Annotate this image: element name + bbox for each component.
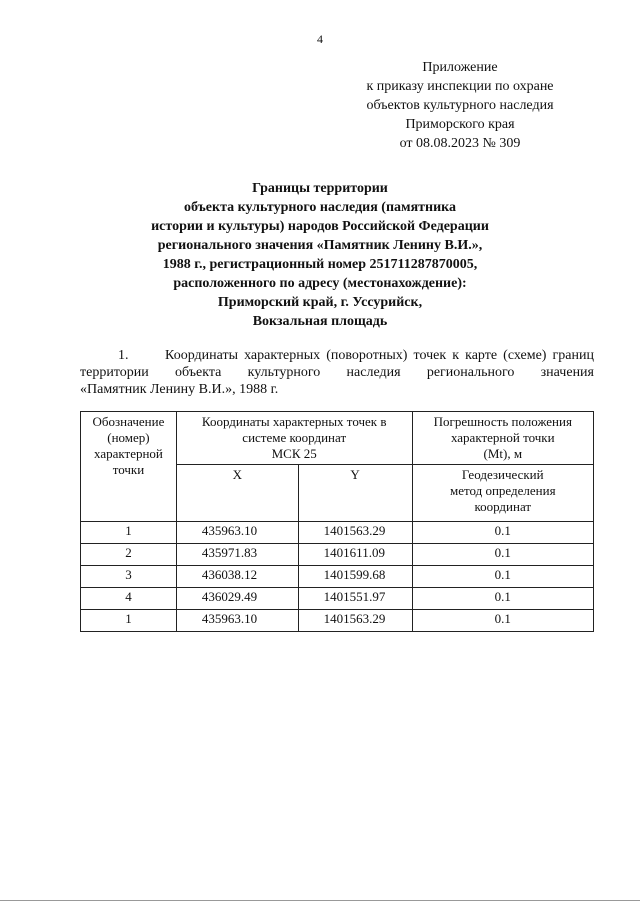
cell-y: 1401563.29 [298, 610, 412, 632]
header-text: системе координат [242, 430, 347, 445]
appendix-line: от 08.08.2023 № 309 [399, 136, 521, 151]
cell-y: 1401599.68 [298, 566, 412, 588]
cell-mt: 0.1 [412, 610, 593, 632]
cell-x: 435971.83 [176, 544, 298, 566]
header-error [412, 412, 593, 465]
appendix-line: объектов культурного наследия [366, 98, 554, 113]
title-line: 1988 г., регистрационный номер 251711287870005, [162, 257, 478, 272]
appendix-block [340, 58, 580, 153]
paragraph-line: «Памятник Ленину В.И.», 1988 г. [80, 382, 279, 397]
cell-y: 1401611.09 [298, 544, 412, 566]
header-text: характерной [94, 446, 163, 461]
cell-x: 435963.10 [176, 610, 298, 632]
header-y: Y [298, 465, 412, 522]
page-bottom-edge [0, 900, 640, 901]
appendix-line: Приложение [422, 60, 498, 75]
header-text: точки [112, 462, 145, 477]
title-line: истории и культуры) народов Российской Федерации [151, 219, 489, 234]
cell-point: 1 [81, 610, 177, 632]
appendix-line: к приказу инспекции по охране [366, 79, 554, 94]
cell-mt: 0.1 [412, 544, 593, 566]
header-text: МСК 25 [271, 446, 317, 461]
table-row [81, 588, 594, 610]
table-row [81, 610, 594, 632]
cell-y: 1401551.97 [298, 588, 412, 610]
title-line: Приморский край, г. Уссурийск, [217, 295, 423, 310]
header-text: координат [474, 499, 532, 514]
header-coordinates [176, 412, 412, 465]
page-number: 4 [317, 32, 323, 46]
cell-mt: 0.1 [412, 588, 593, 610]
title-line: расположенного по адресу (местонахождение): [173, 276, 467, 291]
header-text: Координаты характерных точек в [201, 414, 387, 429]
cell-mt: 0.1 [412, 522, 593, 544]
paragraph-line: территории объекта культурного наследия регионального значения [80, 365, 594, 380]
cell-y: 1401563.29 [298, 522, 412, 544]
header-text: метод определения [449, 483, 556, 498]
header-text: Геодезический [461, 467, 544, 482]
header-text: (номер) [107, 430, 150, 445]
title-line: Вокзальная площадь [252, 314, 388, 329]
table-row [81, 566, 594, 588]
header-method [412, 465, 593, 522]
document-title [110, 179, 530, 331]
cell-point: 3 [81, 566, 177, 588]
cell-x: 436038.12 [176, 566, 298, 588]
header-point-designation [81, 412, 177, 522]
header-text: Погрешность положения [433, 414, 572, 429]
cell-point: 1 [81, 522, 177, 544]
cell-x: 435963.10 [176, 522, 298, 544]
title-line: регионального значения «Памятник Ленину В.И.», [157, 238, 483, 253]
coordinates-table [80, 411, 594, 632]
table-header-row [81, 412, 594, 465]
table-row [81, 544, 594, 566]
header-x: X [176, 465, 298, 522]
header-text: характерной точки [450, 430, 555, 445]
cell-point: 2 [81, 544, 177, 566]
paragraph-line: 1. Координаты характерных (поворотных) точек к карте (схеме) границ [118, 348, 594, 363]
header-text: Обозначение [92, 414, 165, 429]
title-line: объекта культурного наследия (памятника [183, 200, 457, 215]
title-line: Границы территории [252, 181, 388, 196]
header-text: (Mt), м [483, 446, 523, 461]
paragraph-coordinates-intro [80, 347, 594, 398]
cell-point: 4 [81, 588, 177, 610]
appendix-line: Приморского края [405, 117, 515, 132]
table-row [81, 522, 594, 544]
cell-x: 436029.49 [176, 588, 298, 610]
cell-mt: 0.1 [412, 566, 593, 588]
